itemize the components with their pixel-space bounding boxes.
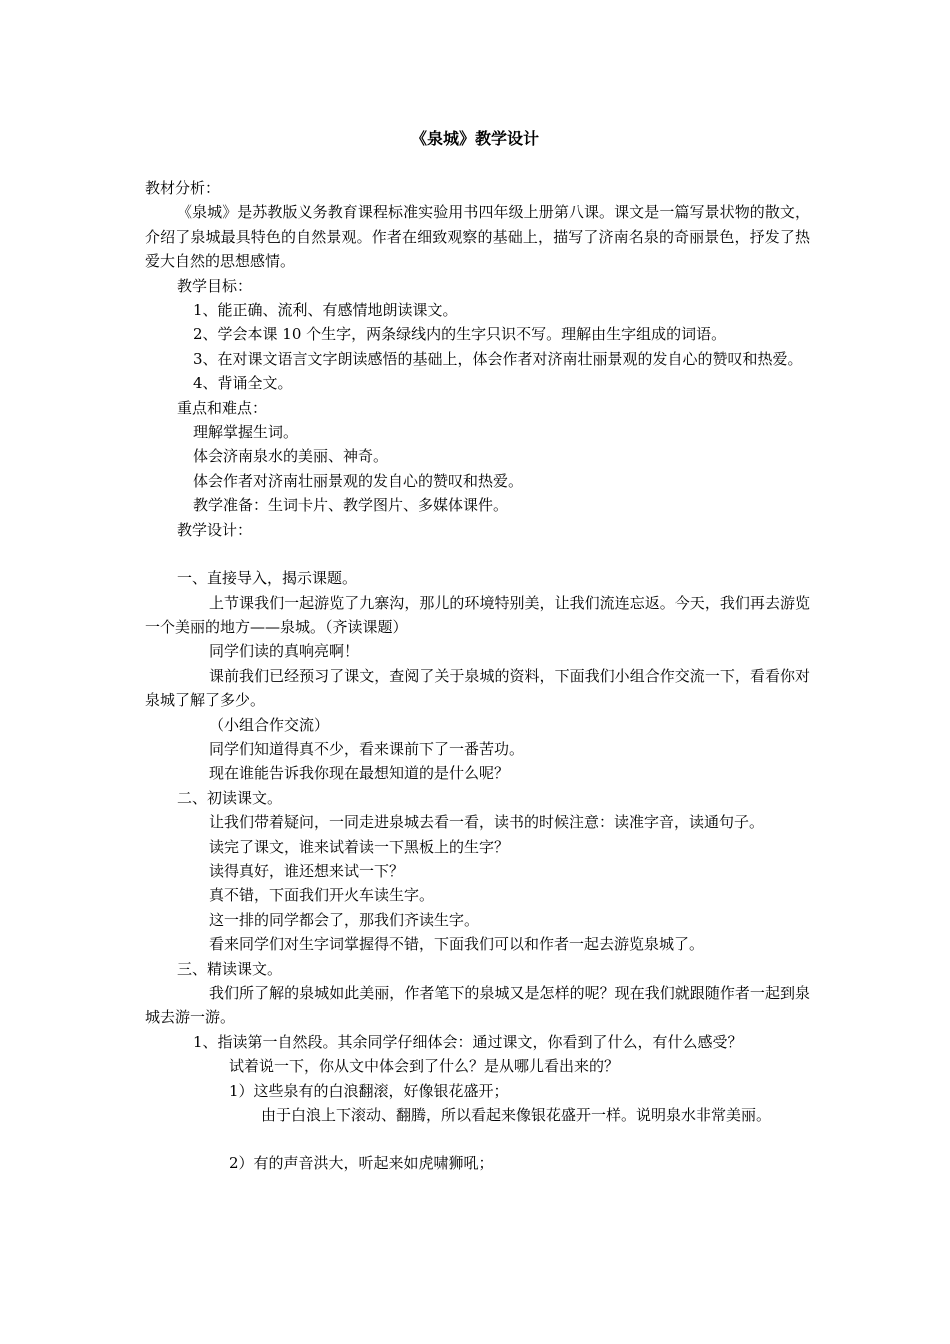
section-heading: 二、初读课文。 [177,788,283,807]
section-heading: 一、直接导入，揭示课题。 [177,569,358,588]
list-item: 3、在对课文语言文字朗读感悟的基础上，体会作者对济南壮丽景观的发自心的赞叹和热爱。 [193,349,803,368]
paragraph: 真不错，下面我们开火车读生字。 [209,886,435,905]
paragraph: 《泉城》是苏教版义务教育课程标准实验用书四年级上册第八课。课文是一篇写景状物的散文，介绍了泉城最具特色的自然景观。作者在细致观察的基础上，描写了济南名泉的奇丽景色，抒发了热爱大自然的思想感情。 [145,203,810,271]
paragraph: 由于白浪上下滚动、翻腾，所以看起来像银花盛开一样。说明泉水非常美丽。 [261,1106,772,1125]
paragraph: 读得真好，谁还想来试一下？ [209,861,405,880]
paragraph: （小组合作交流） [209,715,330,734]
paragraph: 上节课我们一起游览了九寨沟，那儿的环境特别美，让我们流连忘返。今天，我们再去游览一个美丽的地方——泉城。（齐读课题） [145,593,810,636]
list-item: 理解掌握生词。 [193,423,299,442]
paragraph: 看来同学们对生字词掌握得不错，下面我们可以和作者一起去游览泉城了。 [209,935,705,954]
list-item: 体会济南泉水的美丽、神奇。 [193,447,389,466]
paragraph: 读完了课文，谁来试着读一下黑板上的生字？ [209,837,510,856]
list-item: 1）这些泉有的白浪翻滚，好像银花盛开； [229,1081,509,1100]
section-heading: 教学目标： [177,276,253,295]
list-item: 1、能正确、流利、有感情地朗读课文。 [193,301,458,320]
paragraph: 同学们读的真响亮啊！ [209,642,360,661]
section-heading: 重点和难点： [177,398,268,417]
list-item: 1、指读第一自然段。其余同学仔细体会：通过课文，你看到了什么，有什么感受？ [193,1032,743,1051]
paragraph: 现在谁能告诉我你现在最想知道的是什么呢？ [209,764,510,783]
list-item: 教学准备：生词卡片、教学图片、多媒体课件。 [193,496,509,515]
blank-line [145,542,810,566]
section-heading: 三、精读课文。 [177,959,283,978]
document-body [145,176,810,1176]
paragraph: 课前我们已经预习了课文，查阅了关于泉城的资料，下面我们小组合作交流一下，看看你对泉城了解了多少。 [145,666,810,710]
paragraph: 这一排的同学都会了，那我们齐读生字。 [209,910,480,929]
list-item: 体会作者对济南壮丽景观的发自心的赞叹和热爱。 [193,471,524,490]
blank-line [145,1127,810,1151]
page-title: 《泉城》教学设计 [410,129,539,148]
section-heading: 教学设计： [177,520,253,539]
paragraph: 同学们知道得真不少，看来课前下了一番苦功。 [209,739,525,758]
list-item: 2、学会本课 10 个生字，两条绿线内的生字只识不写。理解由生字组成的词语。 [193,325,727,344]
paragraph: 试着说一下，你从文中体会到了什么？是从哪儿看出来的？ [229,1057,620,1076]
list-item: 4、背诵全文。 [193,374,293,393]
list-item: 2）有的声音洪大，听起来如虎啸狮吼； [229,1154,494,1173]
paragraph: 让我们带着疑问，一同走进泉城去看一看，读书的时候注意：读准字音，读通句子。 [209,813,765,832]
section-heading: 教材分析： [145,179,221,197]
paragraph: 我们所了解的泉城如此美丽，作者笔下的泉城又是怎样的呢？现在我们就跟随作者一起到泉城去游一游。 [145,984,810,1027]
